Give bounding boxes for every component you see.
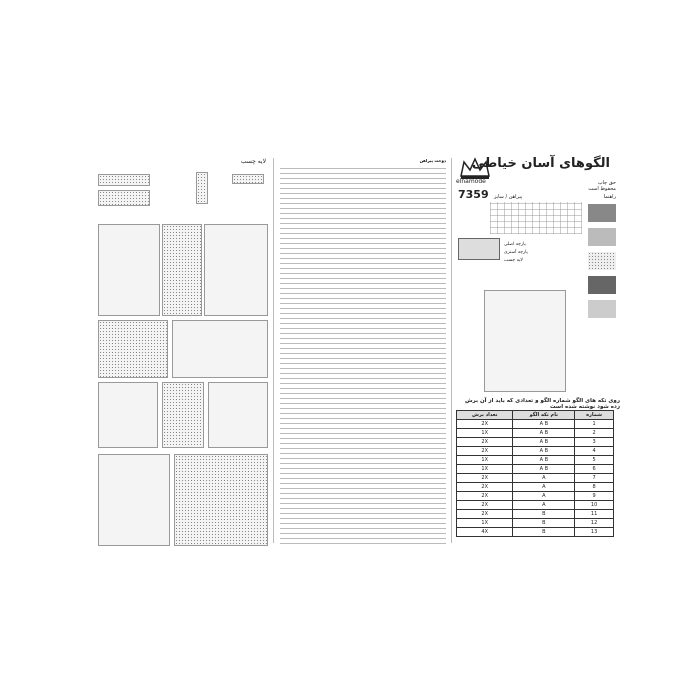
- meta-line: محفوظ است: [588, 186, 616, 192]
- step-illustration-9: [98, 454, 170, 546]
- table-cell: 12: [575, 519, 614, 528]
- table-cell: A: [513, 492, 575, 501]
- table-cell: A: [513, 474, 575, 483]
- table-cell: 2X: [457, 420, 513, 429]
- table-cell: 2X: [457, 492, 513, 501]
- instructions-text-block: [280, 168, 446, 548]
- step-illustration-10: [174, 454, 268, 546]
- column-divider: [273, 158, 274, 543]
- table-cell: 2X: [457, 483, 513, 492]
- step-illustration-1: [98, 224, 160, 316]
- interfacing-piece-a: [98, 174, 150, 186]
- table-cell: A B: [513, 438, 575, 447]
- step-illustration-7: [162, 382, 204, 448]
- table-cell: A B: [513, 465, 575, 474]
- column-divider: [451, 158, 452, 543]
- table-row: [457, 447, 614, 456]
- pattern-code: 7359: [458, 188, 489, 201]
- fabric-layout-diagram: [458, 238, 500, 260]
- fabric-label: لایه چسب: [504, 258, 523, 263]
- table-cell: 3: [575, 438, 614, 447]
- size-label: پیراهن / سایز: [494, 194, 523, 200]
- table-header-cell: نام تکه الگو: [513, 411, 575, 420]
- table-cell: 2: [575, 429, 614, 438]
- brand-name: elnamode: [456, 178, 486, 185]
- pattern-sheet: [92, 150, 622, 548]
- table-row: [457, 438, 614, 447]
- swatch-lining: [588, 276, 616, 294]
- table-cell: 1X: [457, 429, 513, 438]
- table-cell: 2X: [457, 447, 513, 456]
- table-row: [457, 456, 614, 465]
- step-illustration-2: [162, 224, 202, 316]
- meta-line: راهنما: [603, 194, 616, 200]
- swatch-interfacing: [588, 252, 616, 270]
- table-cell: 2X: [457, 510, 513, 519]
- pieces-note: روی تکه های الگو شماره الگو و تعدادی که باید از آن برش زده شود نوشته شده است: [464, 398, 620, 410]
- swatch-fabric-wrong: [588, 228, 616, 246]
- table-cell: 9: [575, 492, 614, 501]
- table-header-cell: تعداد برش: [457, 411, 513, 420]
- table-cell: 4: [575, 447, 614, 456]
- interfacing-piece-b: [98, 190, 150, 206]
- swatch-batting: [588, 300, 616, 318]
- table-cell: 2X: [457, 438, 513, 447]
- instructions-heading: دوخت پیراهن: [419, 158, 446, 163]
- step-illustration-6: [98, 382, 158, 448]
- shirt-technical-drawing: [484, 290, 566, 392]
- table-cell: B: [513, 528, 575, 537]
- table-row: [457, 492, 614, 501]
- table-cell: 6: [575, 465, 614, 474]
- table-cell: 2X: [457, 474, 513, 483]
- pieces-table: [456, 410, 614, 537]
- table-cell: 5: [575, 456, 614, 465]
- table-row: [457, 465, 614, 474]
- pattern-info-column: [454, 150, 620, 548]
- table-cell: 1: [575, 420, 614, 429]
- table-row: [457, 519, 614, 528]
- table-row: [457, 474, 614, 483]
- table-cell: A B: [513, 456, 575, 465]
- table-cell: 1X: [457, 519, 513, 528]
- illustrations-column: [92, 150, 272, 548]
- step-illustration-3: [204, 224, 268, 316]
- instructions-column: [276, 150, 450, 548]
- table-cell: 7: [575, 474, 614, 483]
- table-cell: A: [513, 501, 575, 510]
- table-row: [457, 510, 614, 519]
- table-cell: 8: [575, 483, 614, 492]
- table-cell: B: [513, 519, 575, 528]
- interfacing-piece-d: [232, 174, 264, 184]
- table-cell: 2X: [457, 501, 513, 510]
- table-cell: 11: [575, 510, 614, 519]
- table-cell: A B: [513, 420, 575, 429]
- table-row: [457, 420, 614, 429]
- fabric-label: پارچه آستری: [504, 250, 528, 255]
- table-row: [457, 429, 614, 438]
- table-cell: 1X: [457, 465, 513, 474]
- table-row: [457, 528, 614, 537]
- table-cell: 1X: [457, 456, 513, 465]
- swatch-fabric-right: [588, 204, 616, 222]
- table-cell: A B: [513, 447, 575, 456]
- meta-line: حق چاپ: [597, 180, 616, 186]
- interfacing-heading: لایه چسب: [240, 158, 266, 165]
- table-cell: 4X: [457, 528, 513, 537]
- table-row: [457, 483, 614, 492]
- step-illustration-8: [208, 382, 268, 448]
- table-cell: A B: [513, 429, 575, 438]
- table-header-cell: شماره: [575, 411, 614, 420]
- interfacing-piece-c: [196, 172, 208, 204]
- table-cell: B: [513, 510, 575, 519]
- table-cell: A: [513, 483, 575, 492]
- table-cell: 13: [575, 528, 614, 537]
- table-cell: 10: [575, 501, 614, 510]
- table-row: [457, 501, 614, 510]
- fabric-label: پارچه اصلی: [504, 242, 526, 247]
- step-illustration-5: [172, 320, 268, 378]
- size-chart: [490, 202, 582, 234]
- page-title: الگوهای آسان خیاطی: [471, 156, 610, 171]
- table-header-row: [457, 411, 614, 420]
- step-illustration-4: [98, 320, 168, 378]
